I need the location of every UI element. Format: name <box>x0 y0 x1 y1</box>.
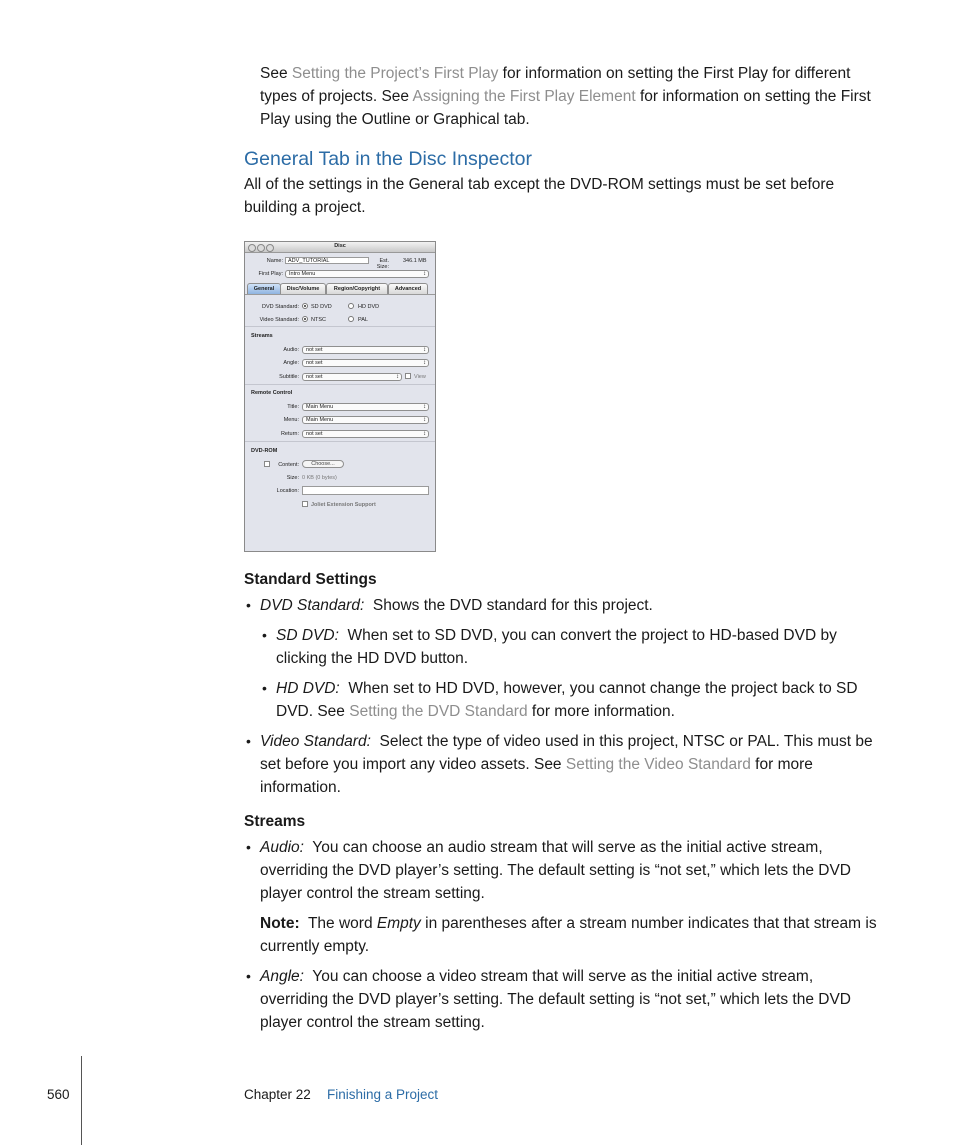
dvd-standard-item: DVD Standard: Shows the DVD standard for this project. <box>260 597 653 614</box>
dvd-standard-label: DVD Standard: <box>262 304 299 310</box>
general-pane <box>245 294 435 552</box>
return-label: Return: <box>280 431 299 437</box>
bullet: • <box>246 733 251 749</box>
pal-radio[interactable] <box>348 316 354 322</box>
sd-dvd-radio[interactable] <box>302 303 308 309</box>
menu-select[interactable]: Main Menu ↕ <box>302 416 429 424</box>
remote-control-section-label: Remote Control <box>251 390 293 396</box>
content-label: Content: <box>278 462 299 468</box>
audio-select[interactable]: not set ↕ <box>302 346 429 354</box>
angle-label: Angle: <box>283 360 299 366</box>
tab-general[interactable]: General <box>247 283 281 294</box>
title-label: Title: <box>287 404 299 410</box>
choose-button[interactable]: Choose... <box>302 460 344 468</box>
first-play-label: First Play: <box>258 271 283 277</box>
joliet-checkbox[interactable] <box>302 501 308 507</box>
return-select[interactable]: not set ↕ <box>302 430 429 438</box>
page-number: 560 <box>47 1087 70 1102</box>
angle-item: Angle: You can choose a video stream that will serve as the initial active stream, overriding the DVD player’s setting. The default setting is “not set,” which lets the DVD player control the stream setting. <box>260 968 852 1031</box>
view-label: View <box>414 374 426 380</box>
disc-inspector-screenshot <box>244 241 436 552</box>
section-intro: All of the settings in the General tab except the DVD-ROM settings must be set before building a project. <box>244 176 835 216</box>
bullet: • <box>262 627 267 643</box>
tab-disc-volume[interactable]: Disc/Volume <box>280 283 326 294</box>
bullet: • <box>246 968 251 984</box>
size-label: Size: <box>286 475 299 481</box>
footer-chapter: Chapter 22 <box>244 1087 311 1102</box>
location-label: Location: <box>276 488 299 494</box>
ntsc-radio[interactable] <box>302 316 308 322</box>
first-play-select[interactable]: Intro Menu ↕ <box>285 270 429 278</box>
link-assigning-first-play[interactable]: Assigning the First Play Element <box>412 88 636 105</box>
tab-region-copyright[interactable]: Region/Copyright <box>326 283 388 294</box>
name-field[interactable]: ADV_TUTORIAL <box>285 257 369 264</box>
title-select[interactable]: Main Menu ↕ <box>302 403 429 411</box>
bullet: • <box>262 680 267 696</box>
footer-rule <box>81 1056 82 1145</box>
location-field[interactable] <box>302 486 429 495</box>
subtitle-select[interactable]: not set ↕ <box>302 373 402 381</box>
bullet: • <box>246 839 251 855</box>
tab-advanced[interactable]: Advanced <box>388 283 428 294</box>
footer-chapter-title[interactable]: Finishing a Project <box>327 1087 439 1102</box>
menu-label: Menu: <box>283 417 299 423</box>
divider <box>245 384 435 385</box>
note-paragraph: Note: The word Empty in parentheses after a stream number indicates that that stream is currently empty. <box>260 915 877 955</box>
video-standard-label: Video Standard: <box>259 317 299 323</box>
joliet-label: Joliet Extension Support <box>311 502 376 508</box>
video-standard-item: Video Standard: Select the type of video used in this project, NTSC or PAL. This must be set before you import any video assets. See Setting the Video Standard for more information. <box>260 733 873 796</box>
section-heading: General Tab in the Disc Inspector <box>244 148 532 170</box>
pal-label: PAL <box>358 317 368 323</box>
est-size-value: 346.1 MB <box>403 258 427 264</box>
link-video-standard[interactable]: Setting the Video Standard <box>565 756 751 773</box>
link-first-play[interactable]: Setting the Project’s First Play <box>291 65 499 82</box>
streams-heading: Streams <box>244 813 306 830</box>
name-label: Name: <box>266 258 283 264</box>
window-title: Disc <box>334 243 346 249</box>
link-dvd-standard[interactable]: Setting the DVD Standard <box>349 703 528 720</box>
sd-dvd-label: SD DVD <box>311 304 332 310</box>
sd-dvd-item: SD DVD: When set to SD DVD, you can convert the project to HD-based DVD by clicking the HD DVD button. <box>276 627 837 667</box>
hd-dvd-item: HD DVD: When set to HD DVD, however, you cannot change the project back to SD DVD. See Setting the DVD Standard for more information. <box>276 680 858 720</box>
divider <box>245 441 435 442</box>
bullet: • <box>246 597 251 613</box>
audio-item: Audio: You can choose an audio stream that will serve as the initial active stream, overriding the DVD player’s setting. The default setting is “not set,” which lets the DVD player control the stream setting. <box>260 839 852 902</box>
standard-settings-heading: Standard Settings <box>244 571 377 588</box>
view-checkbox[interactable] <box>405 373 411 379</box>
intro-paragraph: See Setting the Project’s First Play for information on setting the First Play for different types of projects. See Assigning the First Play Element for information on setting the First Play using the Outline or Graphical tab. <box>260 65 871 128</box>
streams-section-label: Streams <box>251 333 273 339</box>
dvd-rom-section-label: DVD-ROM <box>251 448 278 454</box>
subtitle-label: Subtitle: <box>279 374 299 380</box>
divider <box>245 326 435 327</box>
window-titlebar <box>245 242 435 253</box>
est-size-label: Est. Size: <box>376 258 389 270</box>
ntsc-label: NTSC <box>311 317 326 323</box>
audio-label: Audio: <box>283 347 299 353</box>
angle-select[interactable]: not set ↕ <box>302 359 429 367</box>
hd-dvd-label: HD DVD <box>358 304 380 310</box>
size-value: 0 KB (0 bytes) <box>302 475 337 481</box>
hd-dvd-radio[interactable] <box>348 303 354 309</box>
